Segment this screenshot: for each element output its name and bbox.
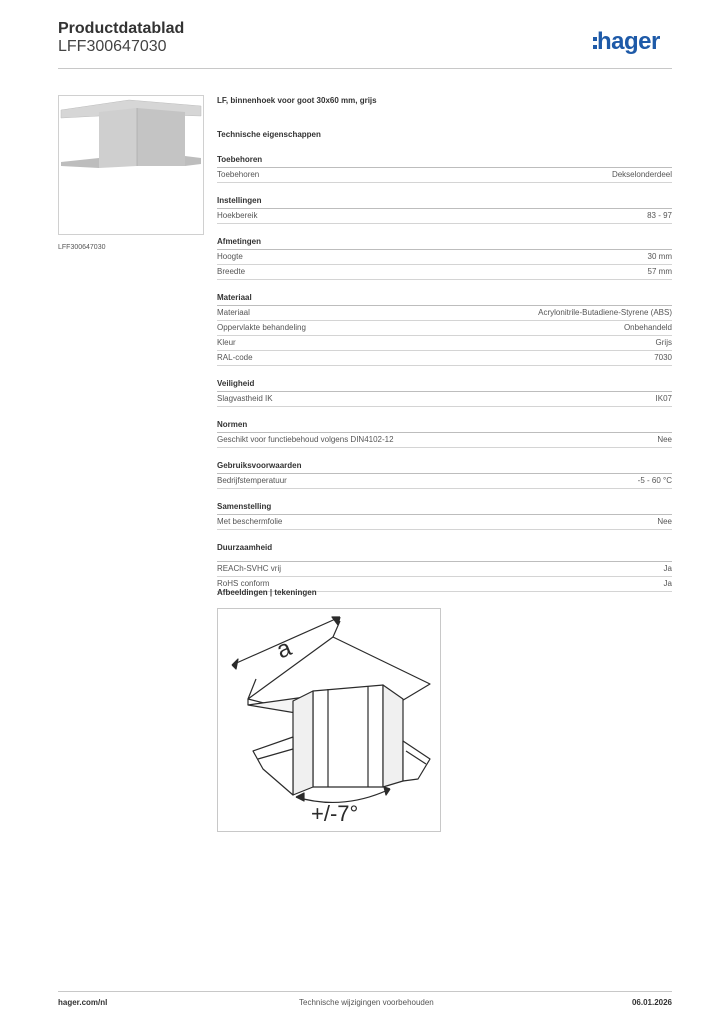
product-photo <box>58 95 204 235</box>
angle-label: +/-7° <box>311 801 359 826</box>
row-label: RAL-code <box>217 353 253 362</box>
spec-row <box>217 433 672 448</box>
row-label: Hoogte <box>217 252 243 261</box>
group-title: Gebruiksvoorwaarden <box>217 459 672 474</box>
group-materiaal <box>217 291 672 366</box>
group-normen <box>217 418 672 448</box>
row-value: 30 mm <box>647 252 672 261</box>
header-divider <box>58 68 672 69</box>
row-label: Met beschermfolie <box>217 517 283 526</box>
technical-drawing <box>217 608 441 832</box>
spec-row <box>217 336 672 351</box>
hager-logo <box>593 28 660 56</box>
group-toebehoren <box>217 153 672 183</box>
spec-row <box>217 351 672 366</box>
row-value: Nee <box>657 517 672 526</box>
spec-row <box>217 474 672 489</box>
row-label: RoHS conform <box>217 579 270 588</box>
spec-row <box>217 168 672 183</box>
row-label: Hoekbereik <box>217 211 258 220</box>
photo-caption: LFF300647030 <box>58 244 106 251</box>
row-label: Materiaal <box>217 308 250 317</box>
row-value: Onbehandeld <box>623 323 672 332</box>
spec-row <box>217 562 672 577</box>
dimension-a-label: a <box>272 634 296 665</box>
row-value: IK07 <box>655 394 672 403</box>
product-code: LFF300647030 <box>58 38 167 55</box>
group-duurzaamheid <box>217 541 672 592</box>
row-value: 57 mm <box>647 267 672 276</box>
logo-text: hager <box>597 28 660 55</box>
row-value: Acrylonitrile-Butadiene-Styrene (ABS) <box>538 308 672 317</box>
row-label: Slagvastheid IK <box>217 394 273 403</box>
specification-table <box>217 94 672 592</box>
inner-corner-photo-icon <box>59 96 203 234</box>
row-value: 7030 <box>654 353 672 362</box>
group-title: Materiaal <box>217 291 672 306</box>
row-label: Breedte <box>217 267 246 276</box>
row-value: Nee <box>657 435 672 444</box>
row-value: Ja <box>663 579 672 588</box>
spec-row <box>217 250 672 265</box>
group-instellingen <box>217 194 672 224</box>
group-title: Normen <box>217 418 672 433</box>
drawings-title: Afbeeldingen | tekeningen <box>217 588 317 597</box>
section-title: Technische eigenschappen <box>217 130 321 139</box>
group-title: Instellingen <box>217 194 672 209</box>
group-title: Veiligheid <box>217 377 672 392</box>
footer-date: 06.01.2026 <box>631 998 672 1007</box>
spec-row <box>217 209 672 224</box>
row-label: Oppervlakte behandeling <box>217 323 306 332</box>
row-value: Ja <box>663 564 672 573</box>
row-label: REACh-SVHC vrij <box>217 564 282 573</box>
inner-corner-drawing-icon <box>218 609 440 831</box>
footer-disclaimer: Technische wijzigingen voorbehouden <box>299 998 434 1007</box>
group-gebruiksvoorwaarden <box>217 459 672 489</box>
footer-divider <box>58 991 672 992</box>
row-label: Toebehoren <box>217 170 260 179</box>
group-afmetingen <box>217 235 672 280</box>
group-veiligheid <box>217 377 672 407</box>
row-label: Bedrijfstemperatuur <box>217 476 287 485</box>
footer-website-link[interactable]: hager.com/nl <box>58 998 108 1007</box>
document-title: Productdatablad <box>58 20 185 37</box>
spec-row <box>217 321 672 336</box>
group-title: Samenstelling <box>217 500 672 515</box>
group-title: Afmetingen <box>217 235 672 250</box>
group-divider <box>217 555 672 562</box>
row-value: -5 - 60 °C <box>637 476 672 485</box>
group-samenstelling <box>217 500 672 530</box>
product-name: LF, binnenhoek voor goot 30x60 mm, grijs <box>217 96 377 105</box>
row-value: Grijs <box>655 338 672 347</box>
spec-row <box>217 265 672 280</box>
row-value: 83 - 97 <box>647 211 672 220</box>
row-label: Kleur <box>217 338 236 347</box>
spec-row <box>217 515 672 530</box>
row-value: Dekselonderdeel <box>611 170 672 179</box>
spec-row <box>217 392 672 407</box>
spec-row <box>217 306 672 321</box>
group-title: Duurzaamheid <box>217 543 273 552</box>
row-label: Geschikt voor functiebehoud volgens DIN4102-12 <box>217 435 394 444</box>
group-title: Toebehoren <box>217 153 672 168</box>
